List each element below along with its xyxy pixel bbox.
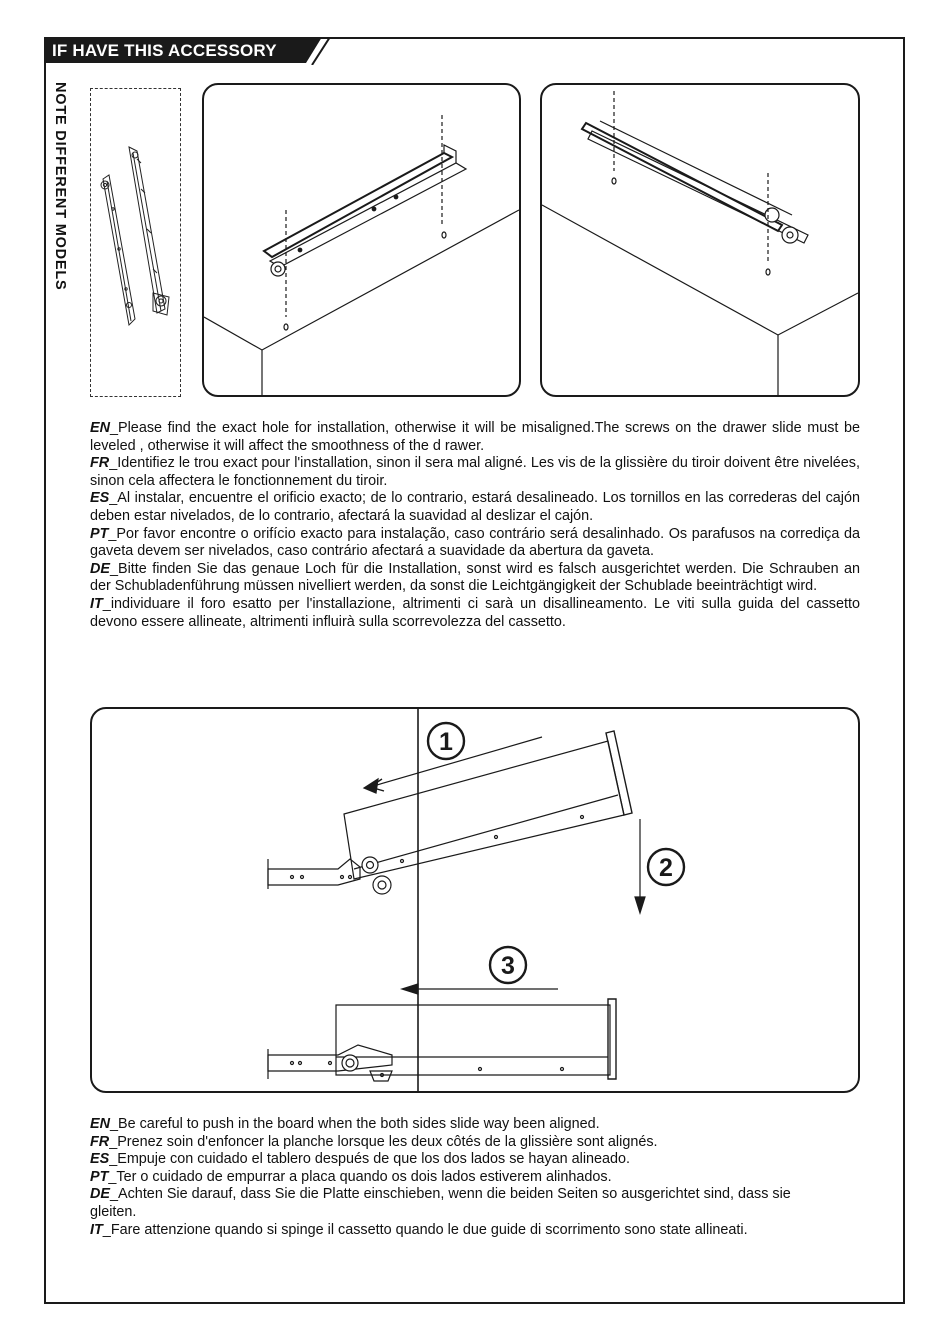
step-2-label: 2	[659, 854, 673, 882]
side-note	[52, 82, 74, 342]
step-1-label: 1	[439, 728, 453, 756]
instruction-fr: FR_Prenez soin d'enfoncer la planche lorsque les deux côtés de la glissière sont alignés.	[90, 1133, 658, 1150]
instruction-it: IT_individuare il foro esatto per l'installazione, altrimenti ci sarà un disallineamento. Le viti sulla guida del cassetto devono essere allineate, altrimenti influirà sulla scorrevolezza del cassetto.	[90, 595, 860, 630]
instructions-push-board	[90, 1116, 830, 1239]
instruction-fr: FR_Identifiez le trou exact pour l'installation, sinon il sera mal aligné. Les vis de la glissière du tiroir doivent être nivelées, sinon cela affectera le fonctionnement du tiroir.	[90, 455, 860, 489]
instruction-es: ES_Al instalar, encuentre el orificio exacto; de lo contrario, estará desalineado. Los tornillos en las correderas del cajón deben estar nivelados, de lo contrario, afectará la suavidad al deslizar el cajón.	[90, 490, 860, 524]
instruction-it: IT_Fare attenzione quando si spinge il cassetto quando le due guide di scorrimento sono state allineati.	[90, 1221, 748, 1238]
instruction-en: EN_Please find the exact hole for installation, otherwise it will be misaligned.The screws on the drawer slide must be leveled , otherwise it will affect the smoothness of the d rawer.	[90, 420, 860, 454]
drawer-insertion-steps-panel	[90, 707, 860, 1093]
instructions-hole-alignment	[90, 420, 860, 631]
step-2-badge	[648, 849, 684, 885]
rail-install-right-drawing	[542, 85, 858, 395]
step-3-label: 3	[501, 952, 515, 980]
drawer-slide-rails-image	[91, 89, 180, 396]
instruction-en: EN_Be careful to push in the board when the both sides slide way been aligned.	[90, 1116, 600, 1132]
step-1-badge	[428, 723, 464, 759]
instruction-es: ES_Empuje con cuidado el tablero después de que los dos lados se hayan alineado.	[90, 1151, 631, 1168]
rail-install-left-drawing	[204, 85, 519, 395]
install-view-left-panel	[202, 83, 521, 397]
instruction-pt: PT_Por favor encontre o orifício exacto para instalação, caso contrário será desalinhado. Os parafusos na corrediça da gaveta devem ser nivelados, caso contrário afectará a suavidade da abertura da gaveta.	[90, 525, 860, 560]
instruction-de: DE_Bitte finden Sie das genaue Loch für die Installation, sonst wird es falsch ausgerichtet werden. Die Schrauben an der Schubladenführung müssen nivelliert werden, da sonst die Leichtgängigkeit der Schublade beeinträchtigt wird.	[90, 560, 860, 595]
accessory-illustration-box	[90, 88, 181, 397]
instruction-de: DE_Achten Sie darauf, dass Sie die Platte einschieben, wenn die beiden Seiten so ausgerichtet sind, dass sie gleiten.	[90, 1186, 791, 1220]
side-note-text: NOTE DIFFERENT MODELS	[52, 82, 68, 291]
section-title: IF HAVE THIS ACCESSORY	[52, 41, 277, 60]
drawer-insertion-diagram	[92, 709, 858, 1091]
install-view-right-panel	[540, 83, 860, 397]
instruction-pt: PT_Ter o cuidado de empurrar a placa quando os dois lados estiverem alinhados.	[90, 1168, 612, 1185]
step-3-badge	[490, 947, 526, 983]
